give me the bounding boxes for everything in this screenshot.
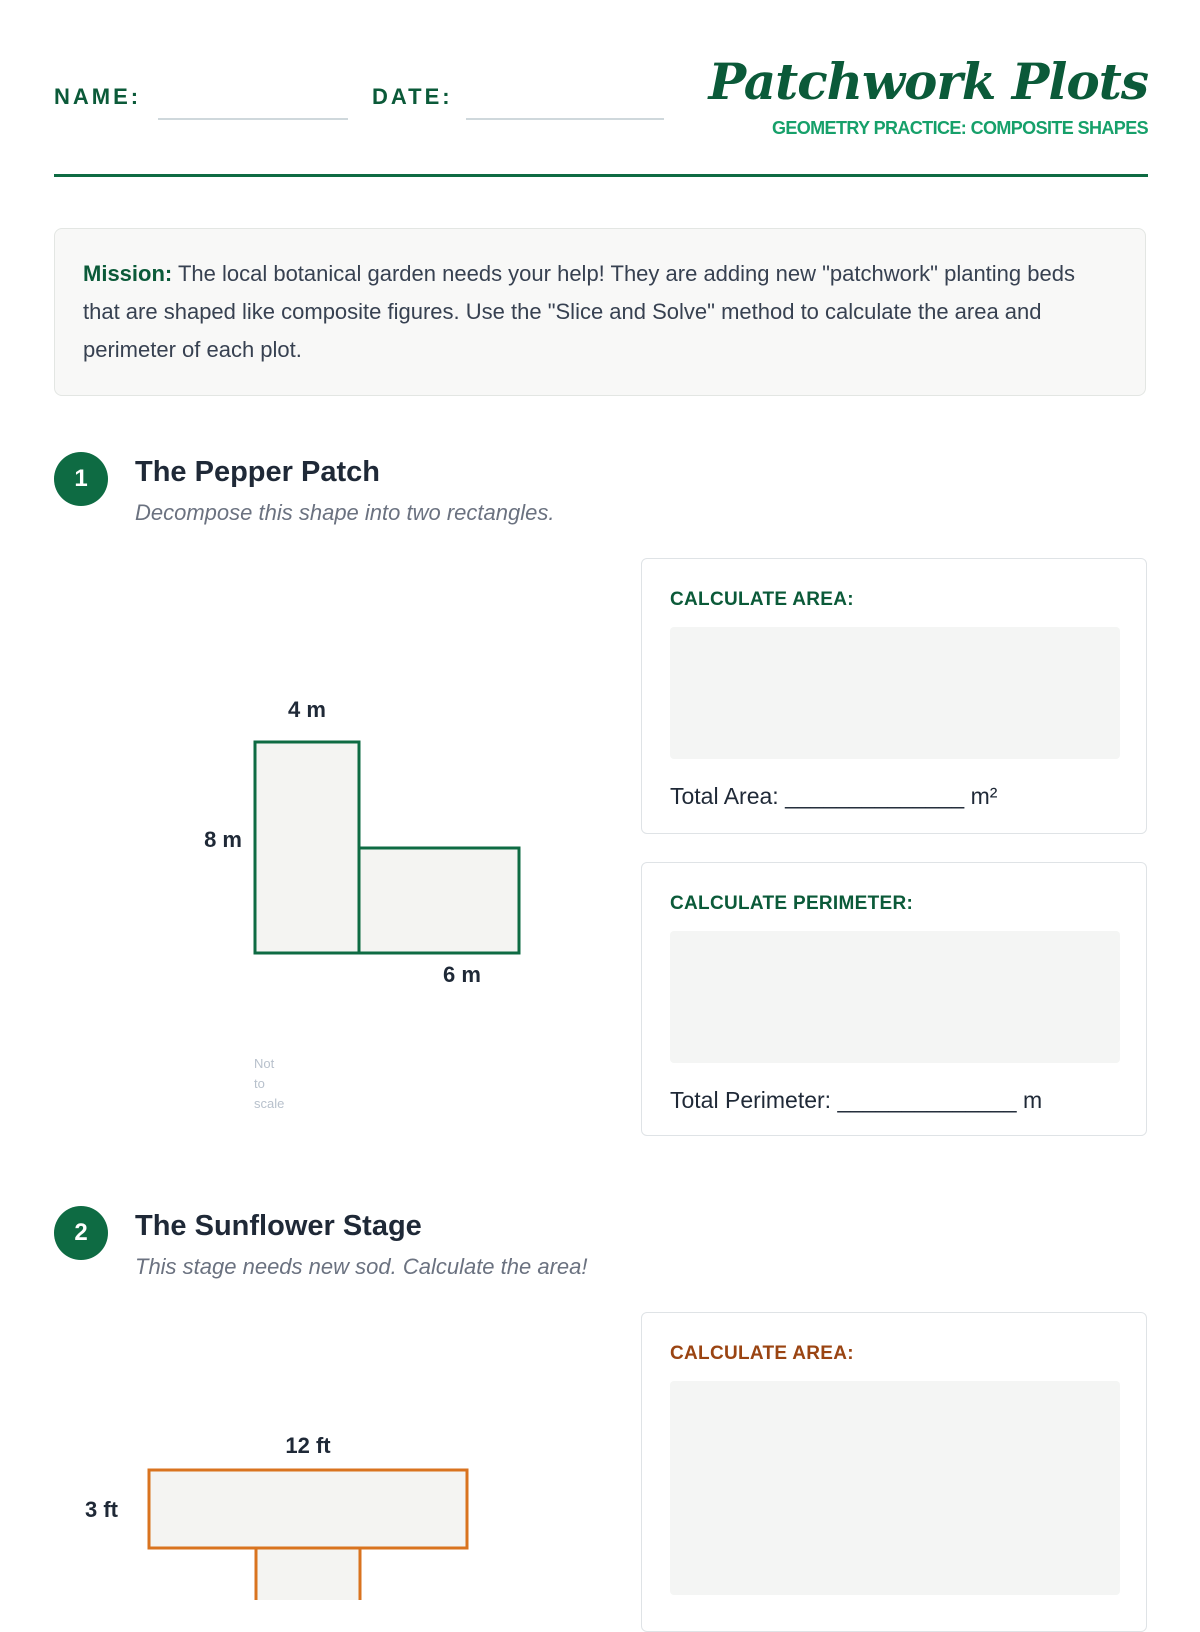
- stage-dim-left: 3 ft: [85, 1497, 118, 1522]
- area-card-2: [641, 1312, 1147, 1632]
- worksheet-title: Patchwork Plots: [708, 52, 1148, 111]
- mission-text: The local botanical garden needs your help! They are adding new "patchwork" planting beds that are shaped like composite figures. Use the "Slice and Solve" method to calculate the area and perimeter of each plot.: [83, 261, 1075, 362]
- pepper-dim-top: 4 m: [288, 697, 326, 722]
- worksheet-header: [54, 0, 1148, 177]
- perimeter-workspace-1[interactable]: [670, 931, 1120, 1063]
- total-area-1-unit: m²: [970, 783, 998, 809]
- name-field[interactable]: [158, 118, 348, 120]
- total-area-1-label: Total Area:: [670, 783, 779, 809]
- area-card-1: [641, 558, 1147, 834]
- sunflower-stage-diagram: [70, 1420, 490, 1600]
- pepper-patch-diagram: [180, 690, 560, 1110]
- mission-box: [54, 228, 1146, 396]
- mission-label: Mission:: [83, 261, 173, 286]
- problem-2-title: The Sunflower Stage: [135, 1210, 422, 1242]
- area-workspace-2[interactable]: [670, 1381, 1120, 1595]
- date-label: DATE:: [372, 84, 453, 109]
- problem-1-number: 1: [54, 452, 108, 506]
- problem-1-title: The Pepper Patch: [135, 456, 380, 488]
- perimeter-card-1: [641, 862, 1147, 1136]
- stage-top-rect: [149, 1470, 467, 1548]
- pepper-dim-left: 8 m: [204, 827, 242, 852]
- pepper-rect-wide: [359, 848, 519, 953]
- total-perimeter-1: [670, 1087, 1042, 1114]
- area-workspace-1[interactable]: [670, 627, 1120, 759]
- area-card-1-label: CALCULATE AREA:: [670, 589, 854, 610]
- area-card-2-label: CALCULATE AREA:: [670, 1343, 854, 1364]
- stage-stem-rect: [256, 1548, 360, 1600]
- not-to-scale-note-2: to: [254, 1076, 265, 1091]
- problem-2-number: 2: [54, 1206, 108, 1260]
- worksheet-subtitle: GEOMETRY PRACTICE: COMPOSITE SHAPES: [771, 118, 1148, 138]
- total-perimeter-1-label: Total Perimeter:: [670, 1087, 832, 1113]
- total-perimeter-1-unit: m: [1022, 1087, 1043, 1113]
- stage-dim-top: 12 ft: [285, 1433, 331, 1458]
- total-area-1: [670, 783, 997, 810]
- problem-1-subtitle: Decompose this shape into two rectangles.: [135, 500, 555, 525]
- pepper-dim-bottom: 6 m: [443, 962, 481, 987]
- not-to-scale-note-1: Not: [254, 1056, 275, 1071]
- name-label: NAME:: [54, 84, 142, 109]
- not-to-scale-note-3: scale: [254, 1096, 285, 1110]
- pepper-rect-tall: [255, 742, 359, 953]
- total-area-1-blank[interactable]: ______________: [785, 783, 965, 809]
- total-perimeter-1-blank[interactable]: ______________: [837, 1087, 1017, 1113]
- perimeter-card-1-label: CALCULATE PERIMETER:: [670, 893, 914, 914]
- date-field[interactable]: [466, 118, 664, 120]
- problem-2-subtitle: This stage needs new sod. Calculate the area!: [135, 1254, 588, 1279]
